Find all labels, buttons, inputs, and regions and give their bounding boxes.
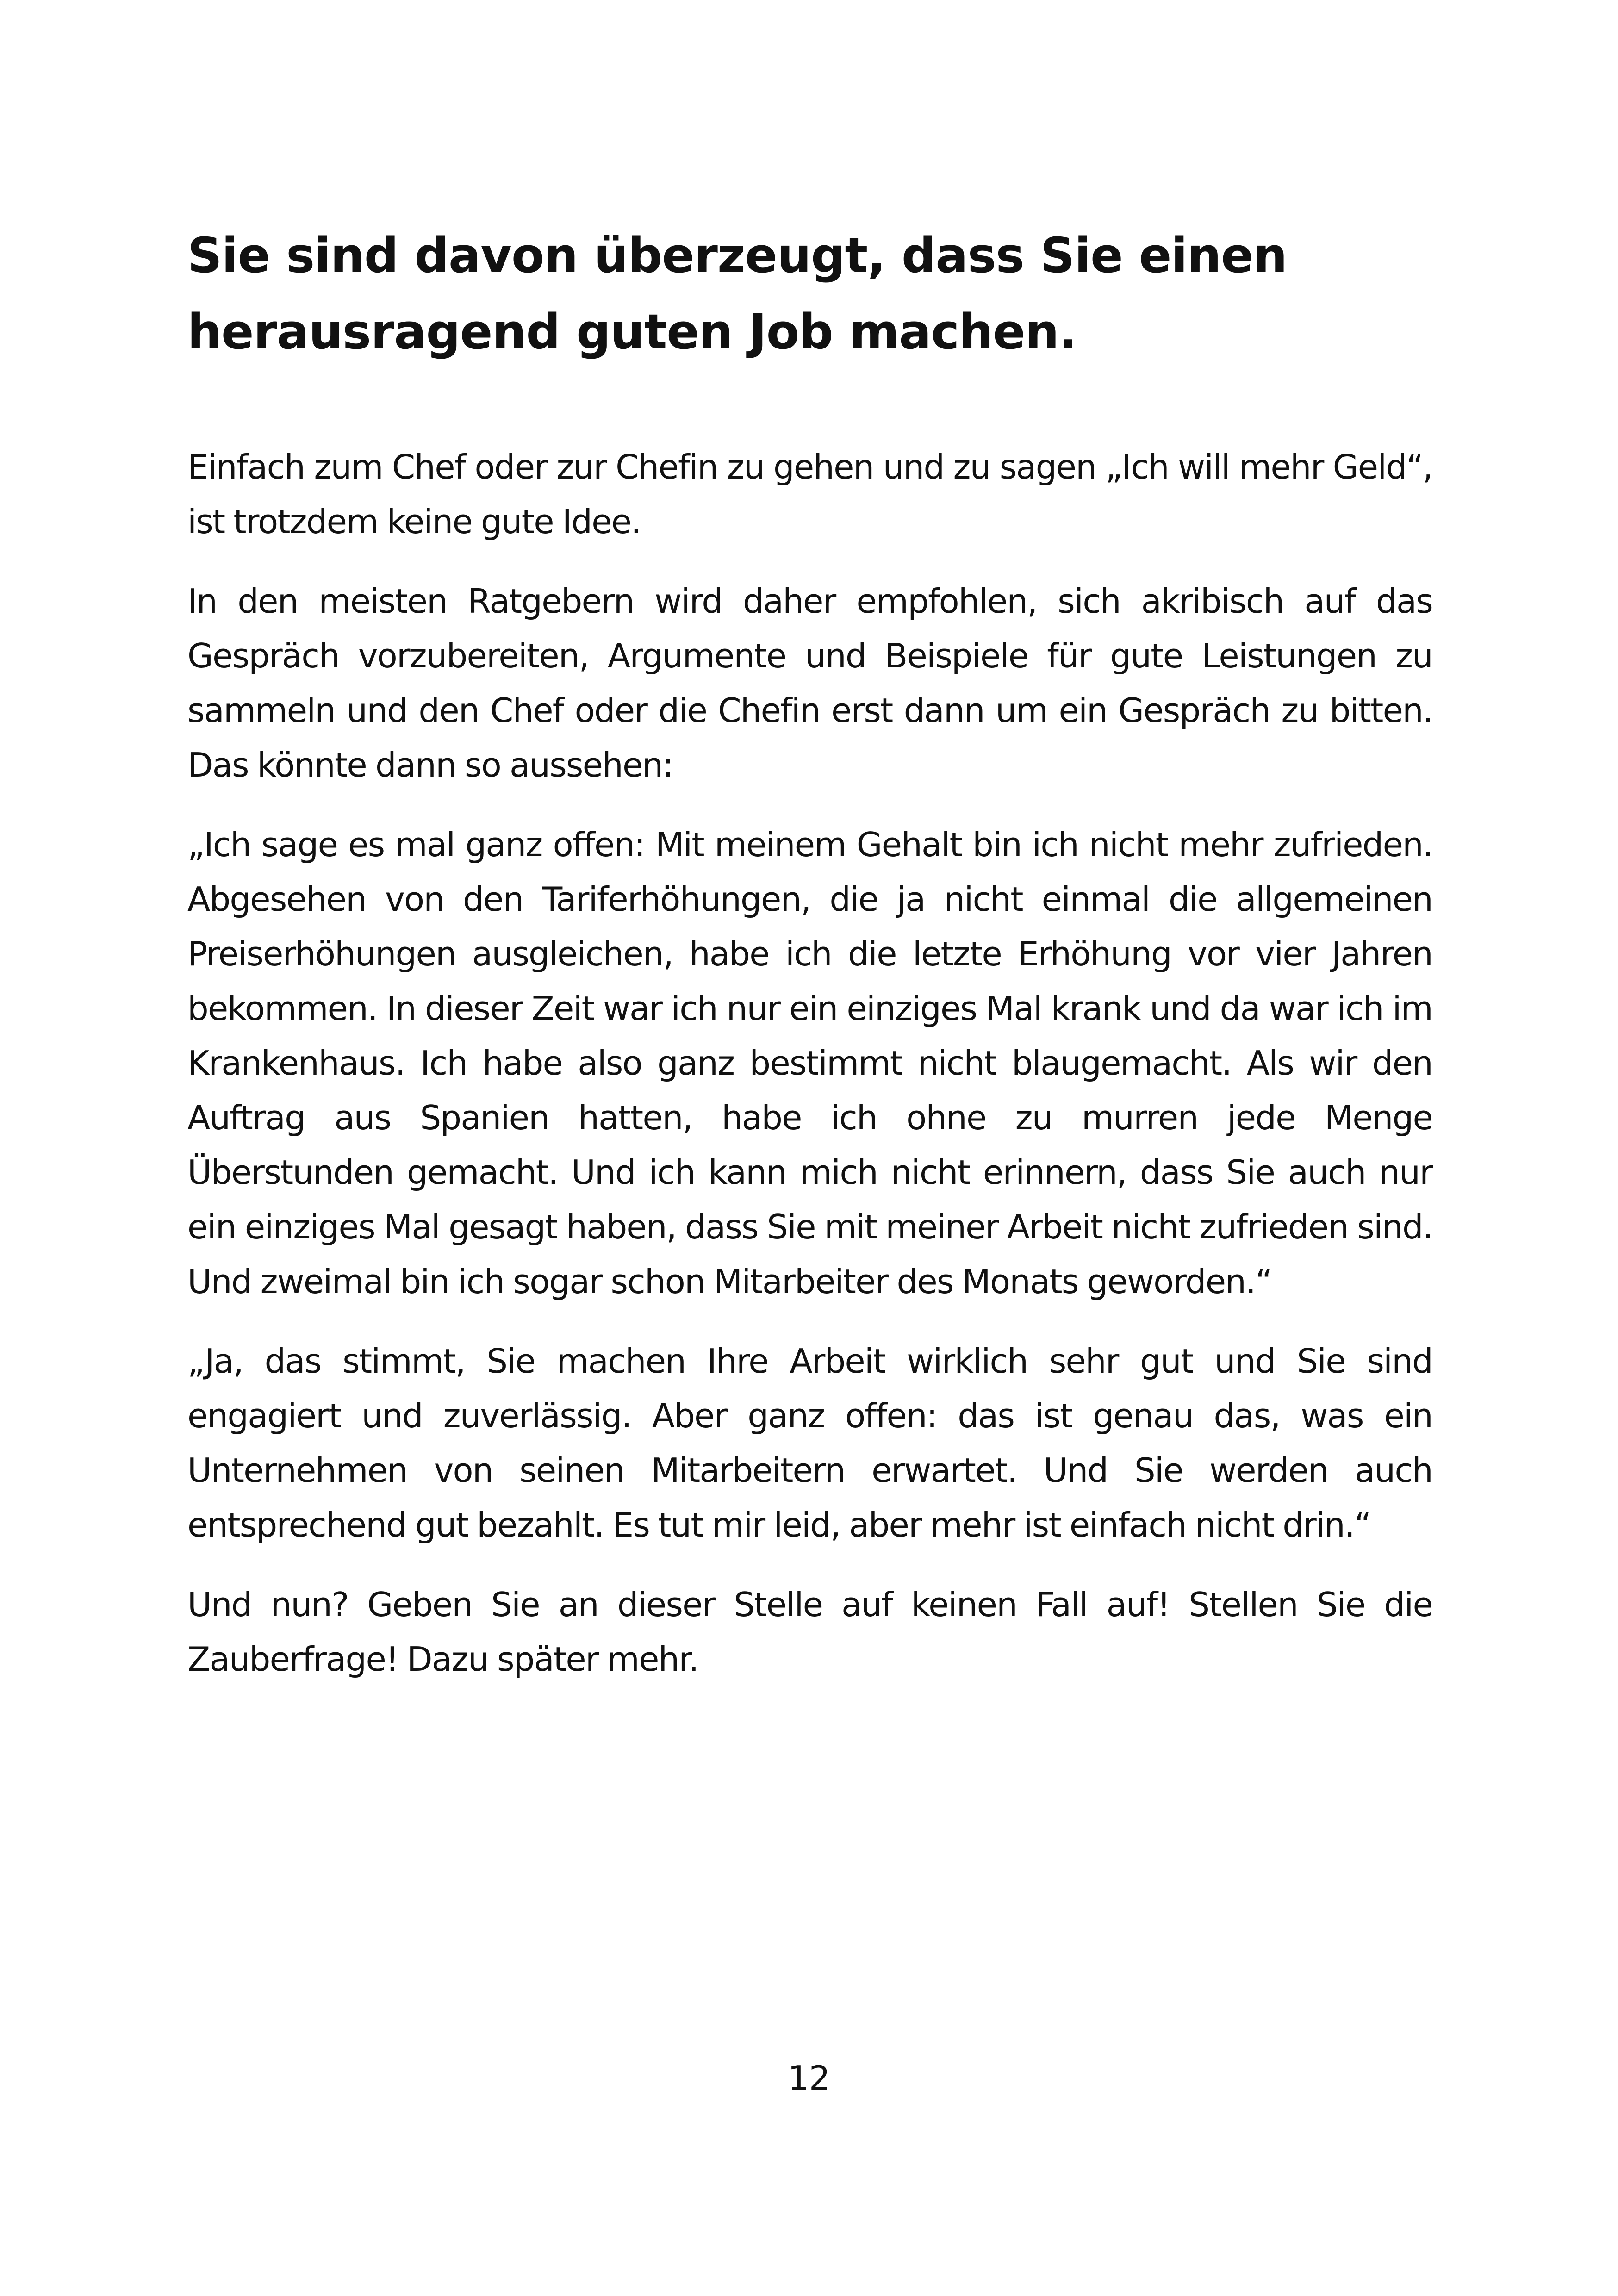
paragraph-employee-quote: „Ich sage es mal ganz offen: Mit meinem Gehalt bin ich nicht mehr zufrieden. Abgesehen von den Tariferhöhungen, die ja nicht einmal die allgemeinen Preiserhöhungen ausgleichen, habe ich die letzte Erhöhung vor vier Jahren bekommen. In dieser Zeit war ich nur ein einziges Mal krank und da war ich im Krankenhaus. Ich habe also ganz bestimmt nicht blaugemacht. Als wir den Auftrag aus Spanien hatten, habe ich ohne zu murren jede Menge Überstunden gemacht. Und ich kann mich nicht erinnern, dass Sie auch nur ein einziges Mal gesagt haben, dass Sie mit meiner Arbeit nicht zufrieden sind. Und zweimal bin ich sogar schon Mitarbeiter des Monats geworden.“ xyxy=(187,825,1432,1301)
paragraph-advice: In den meisten Ratgebern wird daher empfohlen, sich akribisch auf das Gespräch vorzubereiten, Argumente und Beispiele für gute Leistungen zu sammeln und den Chef oder die Chefin erst dann um ein Gespräch zu bitten. Das könnte dann so aussehen: xyxy=(187,582,1432,784)
page-content xyxy=(187,218,1432,1711)
paragraph-boss-reply: „Ja, das stimmt, Sie machen Ihre Arbeit wirklich sehr gut und Sie sind engagiert und zuverlässig. Aber ganz offen: das ist genau das, was ein Unternehmen von seinen Mitarbeitern erwartet. Und Sie werden auch entsprechend gut bezahlt. Es tut mir leid, aber mehr ist einfach nicht drin.“ xyxy=(187,1342,1432,1544)
section-heading: Sie sind davon überzeugt, dass Sie einen herausragend guten Job machen. xyxy=(187,227,1287,360)
paragraph-conclusion: Und nun? Geben Sie an dieser Stelle auf keinen Fall auf! Stellen Sie die Zauberfrage! Dazu später mehr. xyxy=(187,1585,1432,1679)
paragraph-intro: Einfach zum Chef oder zur Chefin zu gehen und zu sagen „Ich will mehr Geld“, ist trotzdem keine gute Idee. xyxy=(187,448,1432,541)
page-number: 12 xyxy=(788,2059,830,2097)
